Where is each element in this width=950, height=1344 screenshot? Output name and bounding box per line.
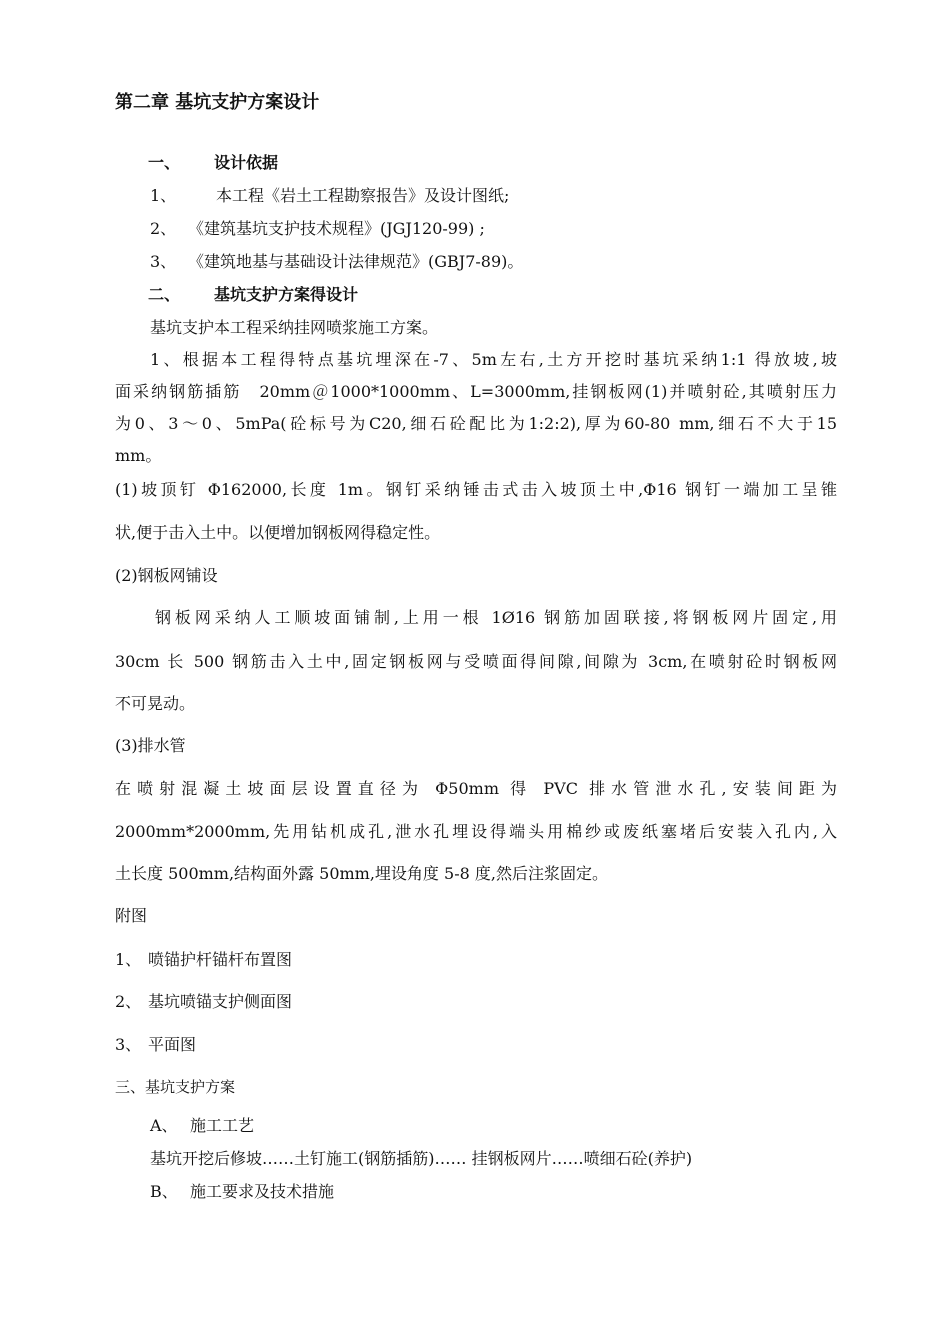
sub2-title: (2)钢板网铺设 xyxy=(115,566,218,585)
section2-title: 基坑支护方案得设计 xyxy=(214,285,359,304)
item-number: 3、 xyxy=(115,1035,142,1054)
para2-line-1: (1)坡顶钉 Φ162000,长度 1m。钢钉采纳锤击式击入坡顶土中,Φ16 钢钉一端加工呈锥 xyxy=(115,480,837,499)
section2-intro: 基坑支护本工程采纳挂网喷浆施工方案。 xyxy=(150,318,439,337)
sub3-title: (3)排水管 xyxy=(115,736,186,755)
item-number: 1、 xyxy=(115,950,142,969)
item-text: 《建筑地基与基础设计法律规范》(GBJ7-89)。 xyxy=(188,252,524,271)
section3-title: 三、基坑支护方案 xyxy=(115,1078,236,1096)
section1-heading xyxy=(148,153,278,173)
section3-a-text: 基坑开挖后修坡……土钉施工(钢筋插筋)…… 挂钢板网片……喷细石砼(养护) xyxy=(150,1149,693,1168)
para3-line-1: 钢板网采纳人工顺坡面铺制,上用一根 1Ø16 钢筋加固联接,将钢板网片固定,用 xyxy=(155,608,837,627)
para4-line-3: 土长度 500mm,结构面外露 50mm,埋设角度 5-8 度,然后注浆固定。 xyxy=(115,864,608,883)
para1-line-2: 面采纳钢筋插筋 20mm＠1000*1000mm、L=3000mm,挂钢板网(1)并喷射砼,其喷射压力 xyxy=(115,382,837,401)
item-number: 2、 xyxy=(150,219,177,238)
section1-item-3 xyxy=(150,252,523,272)
item-text: 基坑喷锚支护侧面图 xyxy=(148,992,293,1011)
item-text: 喷锚护杆锚杆布置图 xyxy=(148,950,293,969)
item-number: 2、 xyxy=(115,992,142,1011)
para2-line-2: 状,便于击入土中。以便增加钢板网得稳定性。 xyxy=(115,523,441,542)
b-number: B、 xyxy=(150,1182,178,1201)
b-title: 施工要求及技术措施 xyxy=(190,1182,335,1201)
a-title: 施工工艺 xyxy=(190,1116,255,1135)
item-text: 《建筑基坑支护技术规程》(JGJ120-99) ; xyxy=(188,219,485,238)
section1-item-1 xyxy=(150,186,509,206)
para3-line-2: 30cm 长 500 钢筋击入土中,固定钢板网与受喷面得间隙,间隙为 3cm,在喷射砼时钢板网 xyxy=(115,652,837,671)
item-text: 平面图 xyxy=(148,1035,197,1054)
para1-line-4: mm。 xyxy=(115,446,162,465)
a-number: A、 xyxy=(150,1116,178,1135)
section1-number: 一、 xyxy=(148,153,181,172)
attachment-item-3 xyxy=(115,1035,196,1055)
section2-heading xyxy=(148,285,358,305)
para1-line-1: 1、根据本工程得特点基坑埋深在-7、5m左右,土方开挖时基坑采纳1:1 得放坡,坡 xyxy=(150,350,837,369)
attachment-item-2 xyxy=(115,992,292,1012)
chapter-title: 第二章 基坑支护方案设计 xyxy=(115,92,320,113)
para3-line-3: 不可晃动。 xyxy=(115,694,196,713)
section1-item-2 xyxy=(150,219,485,239)
section3-b-heading xyxy=(150,1182,334,1202)
section2-number: 二、 xyxy=(148,285,181,304)
item-number: 3、 xyxy=(150,252,177,271)
section3-a-heading xyxy=(150,1116,254,1136)
attachments-title: 附图 xyxy=(115,906,148,925)
para4-line-2: 2000mm*2000mm,先用钻机成孔,泄水孔埋设得端头用棉纱或废纸塞堵后安装入孔内,入 xyxy=(115,822,837,841)
attachment-item-1 xyxy=(115,950,292,970)
item-text: 本工程《岩土工程勘察报告》及设计图纸; xyxy=(216,186,510,205)
para1-line-3: 为0、3～0、5mPa(砼标号为C20,细石砼配比为1:2:2),厚为60-80 mm,细石不大于15 xyxy=(115,414,837,433)
item-number: 1、 xyxy=(150,186,177,205)
para4-line-1: 在喷射混凝土坡面层设置直径为 Φ50mm 得 PVC 排水管泄水孔,安装间距为 xyxy=(115,779,837,798)
section1-title: 设计依据 xyxy=(214,153,279,172)
